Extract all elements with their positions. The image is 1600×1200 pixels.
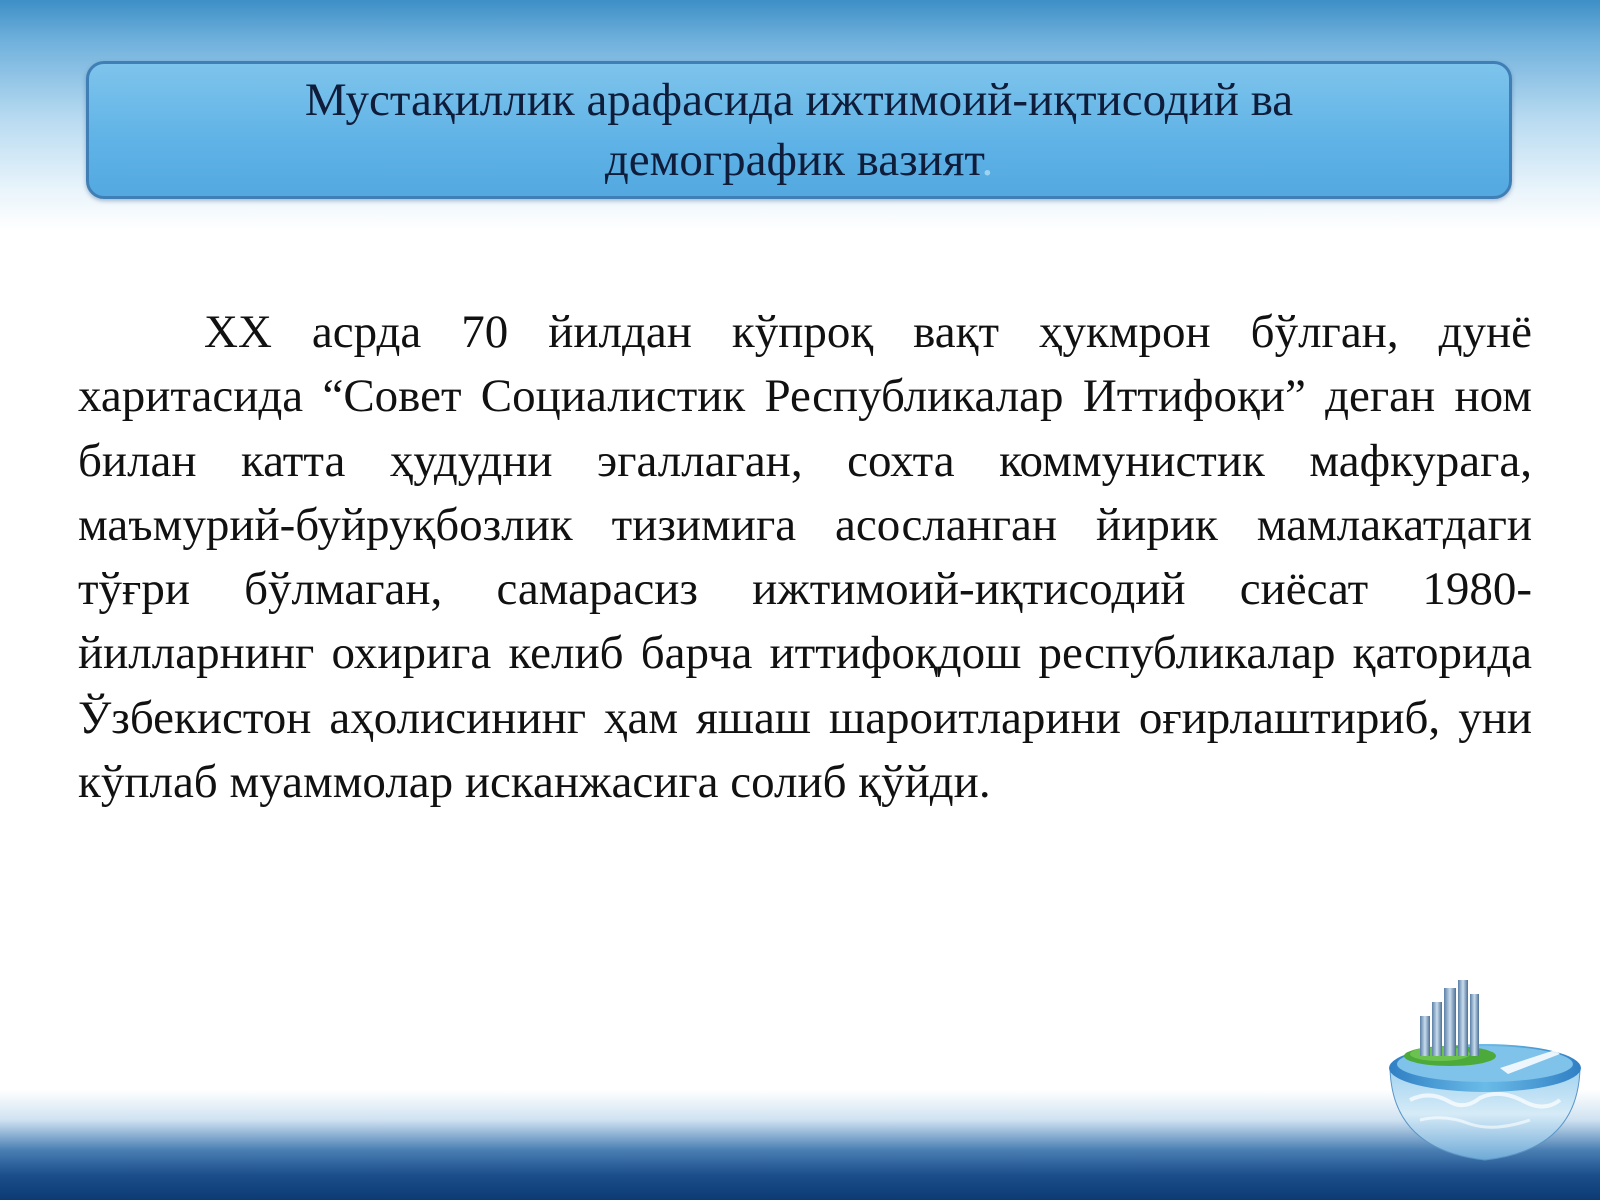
globe-city-icon — [1380, 980, 1590, 1180]
slide-title — [209, 70, 1389, 190]
slide-title-text: Мустақиллик арафасида ижтимоий-иқтисодий ва демографик вазият — [304, 74, 1294, 186]
title-box — [86, 61, 1512, 199]
slide-title-end: . — [981, 134, 994, 186]
body-paragraph: XX асрда 70 йилдан кўпроқ вақт ҳукмрон бўлган, дунё харитасида “Совет Социалистик Республикалар Иттифоқи” деган ном билан катта ҳудудни эгаллаган, сохта коммунистик мафкурага, маъмурий-буйруқбозлик тизимига асосланган йирик мамлакатдаги тўғри бўлмаган, самарасиз ижтимоий-иқтисодий сиёсат 1980-йилларнинг охирига келиб барча иттифоқдош республикалар қаторида Ўзбекистон аҳолисининг ҳам яшаш шароитларини оғирлаштириб, уни кўплаб муаммолар исканжасига солиб қўйди. — [78, 306, 1532, 809]
